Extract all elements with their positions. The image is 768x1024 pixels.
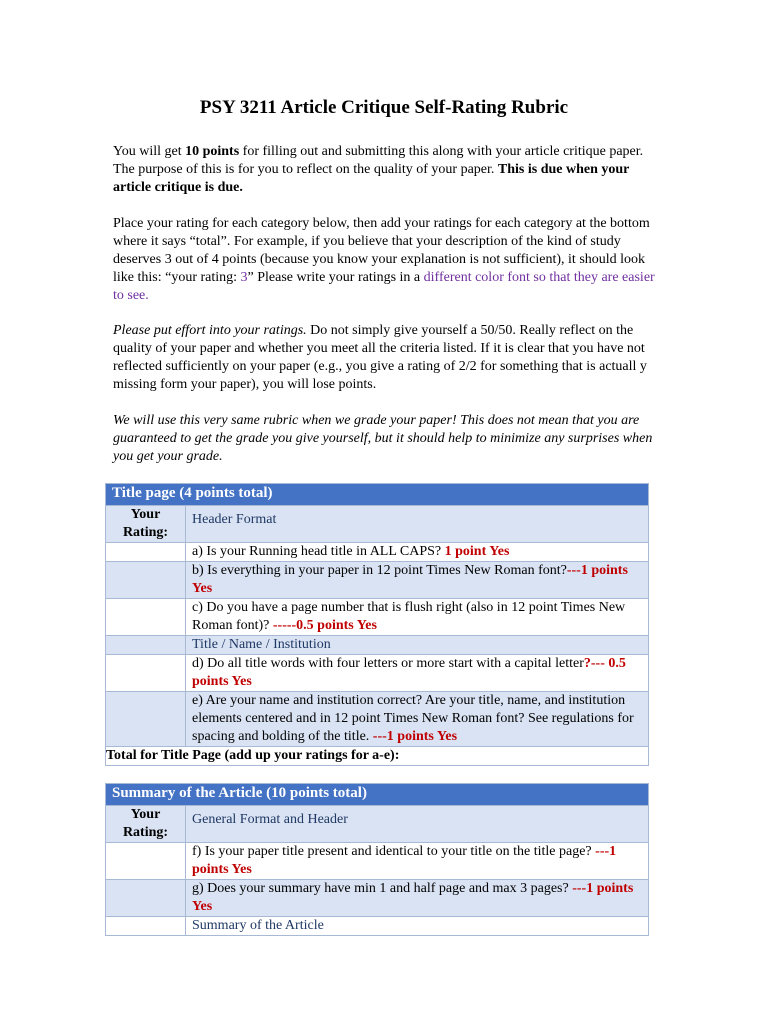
subsection-summary-of-article: Summary of the Article (186, 917, 649, 936)
page-title: PSY 3211 Article Critique Self-Rating Rubric (199, 97, 569, 118)
rating-cell-g[interactable] (106, 880, 186, 917)
subsection-general-format: General Format and Header (186, 806, 649, 843)
criterion-c: c) Do you have a page number that is flush right (also in 12 point Times New Roman font)? -----0.5 points Yes (186, 599, 649, 636)
title-page-rubric-table (105, 483, 649, 766)
criterion-f: f) Is your paper title present and identical to your title on the title page? ---1 points Yes (186, 843, 649, 880)
rating-label: Your Rating: (106, 806, 186, 843)
intro-paragraph-4: We will use this very same rubric when we grade your paper! This does not mean that you are guaranteed to get the grade you give yourself, but it should help to minimize any surprises when you get your grade. (113, 413, 653, 464)
table-row (106, 747, 649, 766)
table-row (106, 506, 649, 543)
rating-cell-d[interactable] (106, 655, 186, 692)
criterion-e: e) Are your name and institution correct? Are your title, name, and institution elements centered and in 12 point Times New Roman font? See regulations for spacing and bolding of the title. ---1 points Yes (186, 692, 649, 747)
rating-cell-b[interactable] (106, 562, 186, 599)
table-row (106, 543, 649, 562)
total-title-page: Total for Title Page (add up your ratings for a-e): (106, 747, 649, 766)
rating-cell-e[interactable] (106, 692, 186, 747)
table-row (106, 655, 649, 692)
intro-paragraph-1: You will get 10 points for filling out and submitting this along with your article critique paper. The purpose of this is for you to reflect on the quality of your paper. This is due when your article critique is due. (113, 144, 644, 195)
section-header (106, 484, 649, 506)
section-header-summary: Summary of the Article (10 points total) (106, 784, 649, 806)
rating-label: Your Rating: (106, 506, 186, 543)
rating-cell-a[interactable] (106, 543, 186, 562)
intro-paragraph-3: Please put effort into your ratings. Do not simply give yourself a 50/50. Really reflect on the quality of your paper and whether you meet all the criteria listed. If it is clear that you have not reflected sufficiently on your paper (e.g., you give a rating of 2/2 for something that is actuall y missing form your paper), you will lose points. (113, 323, 647, 392)
rating-cell-subsection (106, 917, 186, 936)
intro-paragraph-2: Place your rating for each category below, then add your ratings for each category at the bottom where it says “total”. For example, if you believe that your description of the kind of study deserves 3 out of 4 points (because you know your explanation is not sufficient), it should look like this: “your rating: 3” Please write your ratings in a different color font so that they are easier to see. (113, 216, 655, 303)
table-row (106, 636, 649, 655)
subsection-header-format: Header Format (186, 506, 649, 543)
criterion-b: b) Is everything in your paper in 12 point Times New Roman font?---1 points Yes (186, 562, 649, 599)
table-row (106, 562, 649, 599)
section-header-title-page: Title page (4 points total) (106, 484, 649, 506)
subsection-title-name-institution: Title / Name / Institution (186, 636, 649, 655)
rating-cell-f[interactable] (106, 843, 186, 880)
table-row (106, 599, 649, 636)
table-row (106, 880, 649, 917)
table-row (106, 917, 649, 936)
rating-cell-c[interactable] (106, 599, 186, 636)
criterion-g: g) Does your summary have min 1 and half page and max 3 pages? ---1 points Yes (186, 880, 649, 917)
summary-rubric-table (105, 783, 649, 936)
rating-cell-subsection (106, 636, 186, 655)
criterion-d: d) Do all title words with four letters or more start with a capital letter?--- 0.5 points Yes (186, 655, 649, 692)
section-header (106, 784, 649, 806)
table-row (106, 806, 649, 843)
table-row (106, 692, 649, 747)
table-row (106, 843, 649, 880)
criterion-a: a) Is your Running head title in ALL CAPS? 1 point Yes (186, 543, 649, 562)
